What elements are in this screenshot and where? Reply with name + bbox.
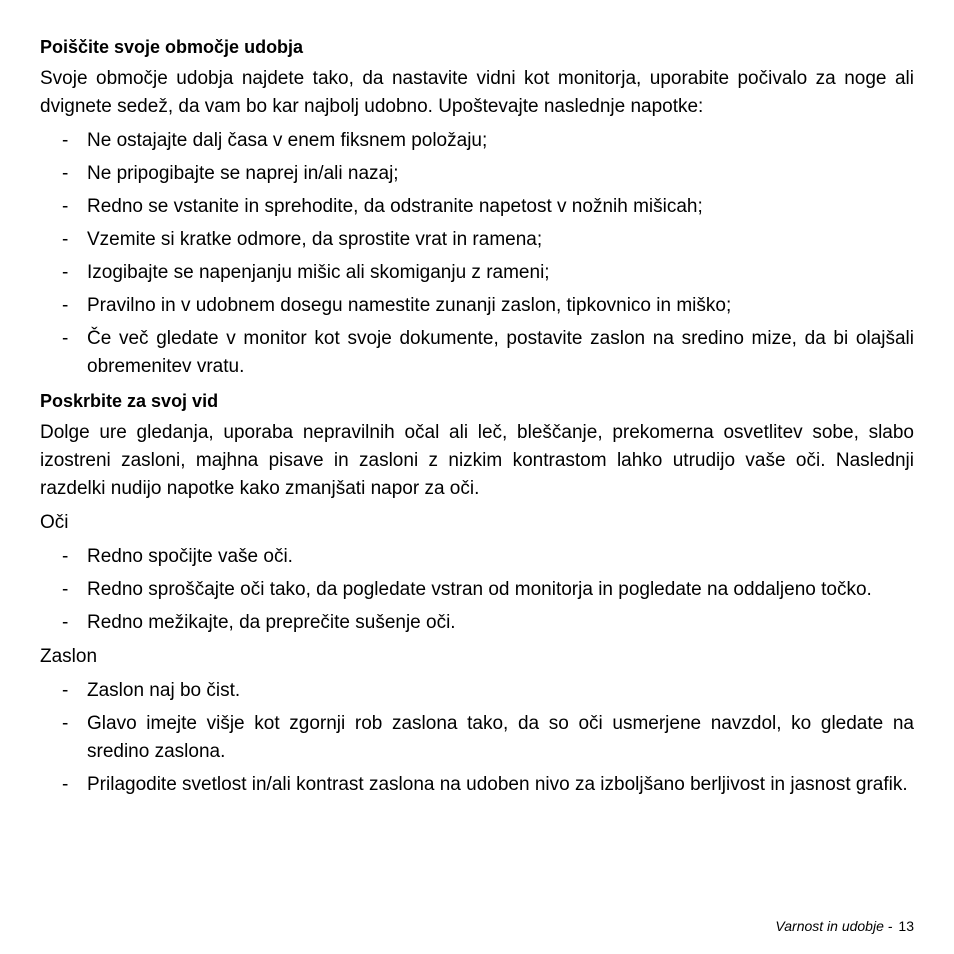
- comfort-zone-intro: Svoje območje udobja najdete tako, da nastavite vidni kot monitorja, uporabite počivalo za noge ali dvignete sedež, da vam bo kar najbolj udobno. Upoštevajte naslednje napotke:: [40, 68, 914, 117]
- list-item: - Glavo imejte višje kot zgornji rob zaslona tako, da so oči usmerjene navzdol, ko gledate na sredino zaslona.: [62, 713, 914, 762]
- list-item: - Izogibajte se napenjanju mišic ali skomiganju z rameni;: [62, 262, 550, 283]
- screen-label: Zaslon: [40, 646, 98, 667]
- eyes-list: [40, 543, 914, 637]
- comfort-zone-list: [40, 127, 914, 381]
- list-item: - Redno spočijte vaše oči.: [62, 546, 293, 567]
- list-item: - Redno se vstanite in sprehodite, da odstranite napetost v nožnih mišicah;: [62, 196, 703, 217]
- list-item: - Redno sproščajte oči tako, da pogledate vstran od monitorja in pogledate na oddaljeno točko.: [62, 579, 872, 600]
- document-page: [40, 35, 914, 805]
- list-item: - Vzemite si kratke odmore, da sprostite vrat in ramena;: [62, 229, 543, 250]
- list-item: - Ne ostajajte dalj časa v enem fiksnem položaju;: [62, 130, 488, 151]
- list-item: - Zaslon naj bo čist.: [62, 680, 241, 701]
- list-item: - Prilagodite svetlost in/ali kontrast zaslona na udoben nivo za izboljšano berljivost in jasnost grafik.: [62, 774, 908, 795]
- page-number: 13: [898, 918, 914, 934]
- heading-eye-care: Poskrbite za svoj vid: [40, 391, 219, 411]
- page-footer: [775, 917, 914, 935]
- screen-list: [40, 677, 914, 799]
- eyes-label: Oči: [40, 512, 69, 533]
- eye-care-intro: Dolge ure gledanja, uporaba nepravilnih očal ali leč, bleščanje, prekomerna osvetlitev sobe, slabo izostreni zasloni, majhna pisave in zasloni z nizkim kontrastom lahko utrudijo vaše oči. Naslednji razdelki nudijo napotke kako zmanjšati napor za oči.: [40, 422, 914, 499]
- list-item: - Redno mežikajte, da preprečite sušenje oči.: [62, 612, 456, 633]
- footer-section-title: Varnost in udobje -: [775, 918, 893, 934]
- list-item: - Pravilno in v udobnem dosegu namestite zunanji zaslon, tipkovnico in miško;: [62, 295, 732, 316]
- list-item: - Če več gledate v monitor kot svoje dokumente, postavite zaslon na sredino mize, da bi olajšali obremenitev vratu.: [62, 328, 914, 377]
- heading-comfort-zone: Poiščite svoje območje udobja: [40, 37, 304, 57]
- list-item: - Ne pripogibajte se naprej in/ali nazaj;: [62, 163, 399, 184]
